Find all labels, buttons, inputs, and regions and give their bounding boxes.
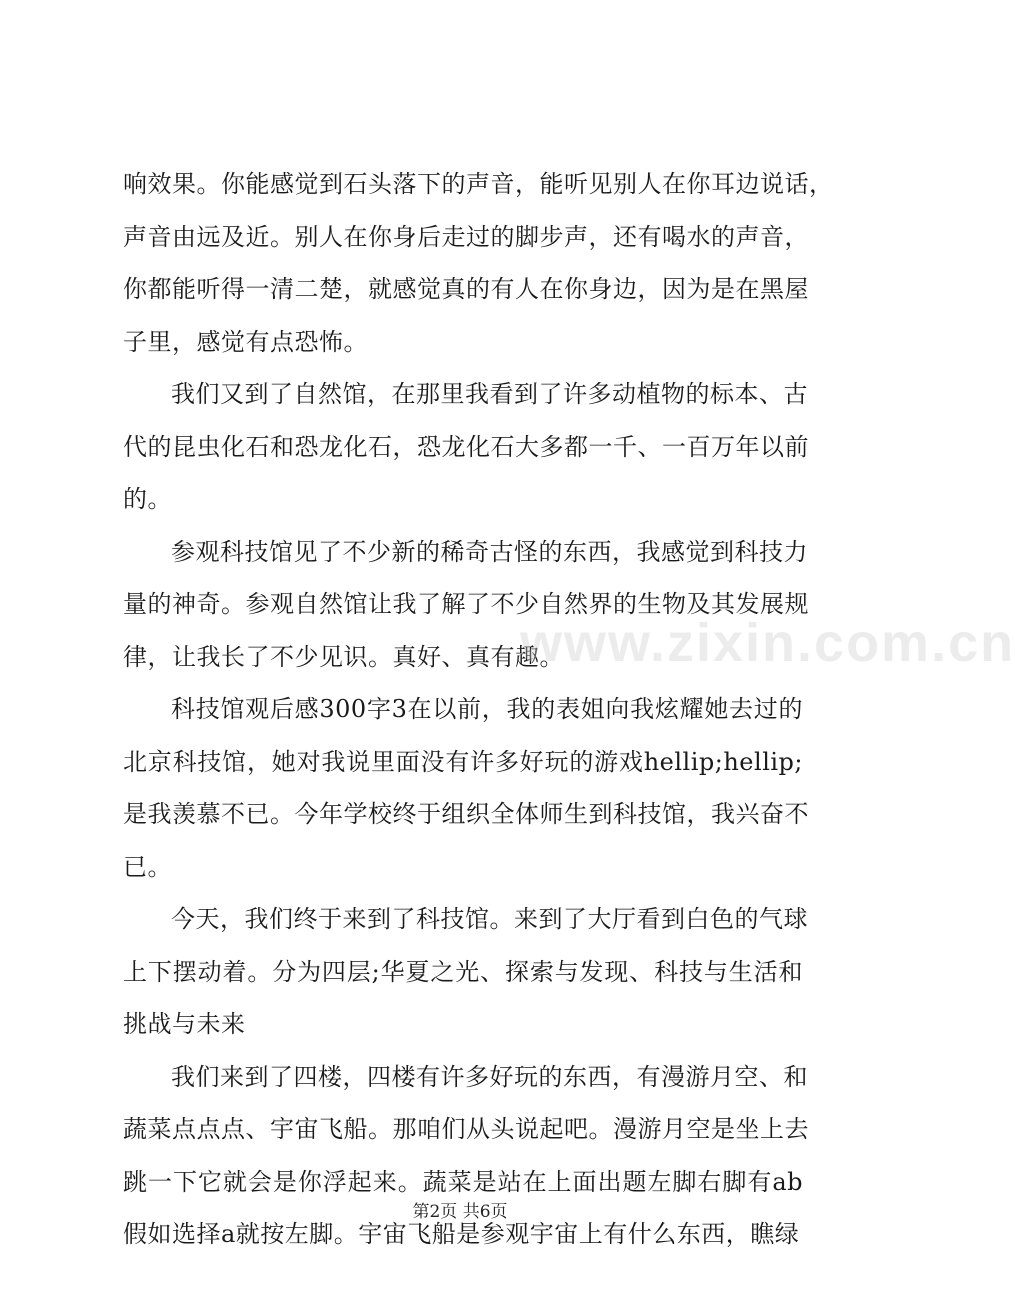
page-footer	[0, 1200, 920, 1224]
text-line: 北京科技馆，她对我说里面没有许多好玩的游戏hellip;hellip;	[123, 747, 803, 776]
text-line: 科技馆观后感300字3在以前，我的表姐向我炫耀她去过的	[171, 695, 803, 723]
text-line: 假如选择a就按左脚。宇宙飞船是参观宇宙上有什么东西，瞧绿	[123, 1220, 800, 1248]
page-number: 第2页 共6页	[412, 1202, 508, 1222]
text-line: 我们来到了四楼，四楼有许多好玩的东西，有漫游月空、和	[171, 1062, 808, 1091]
text-line: 我们又到了自然馆，在那里我看到了许多动植物的标本、古	[171, 380, 808, 408]
text-line: 上下摆动着。分为四层;华夏之光、探索与发现、科技与生活和	[123, 957, 803, 986]
text-line: 蔬菜点点点、宇宙飞船。那咱们从头说起吧。漫游月空是坐上去	[123, 1115, 809, 1143]
text-line: 响效果。你能感觉到石头落下的声音，能听见别人在你耳边说话，	[123, 170, 834, 198]
text-line: 已。	[123, 852, 172, 881]
text-line: 的。	[123, 485, 172, 513]
text-line: 跳一下它就会是你浮起来。蔬菜是站在上面出题左脚右脚有ab	[123, 1167, 803, 1196]
text-line: 参观科技馆见了不少新的稀奇古怪的东西，我感觉到科技力	[171, 537, 808, 566]
text-line: 代的昆虫化石和恐龙化石，恐龙化石大多都一千、一百万年以前	[123, 432, 809, 461]
text-line: 是我羡慕不已。今年学校终于组织全体师生到科技馆，我兴奋不	[123, 800, 809, 828]
text-line: 声音由远及近。别人在你身后走过的脚步声，还有喝水的声音，	[123, 222, 809, 251]
text-line: 今天，我们终于来到了科技馆。来到了大厅看到白色的气球	[171, 905, 808, 933]
text-line: 子里，感觉有点恐怖。	[123, 327, 368, 356]
text-line: 挑战与未来	[123, 1010, 246, 1038]
watermark: www.zixin.com.cn	[520, 613, 1015, 673]
text-line: 律，让我长了不少见识。真好、真有趣。	[123, 642, 564, 671]
text-line: 你都能听得一清二楚，就感觉真的有人在你身边，因为是在黑屋	[123, 275, 809, 303]
text-line: 量的神奇。参观自然馆让我了解了不少自然界的生物及其发展规	[123, 590, 809, 618]
